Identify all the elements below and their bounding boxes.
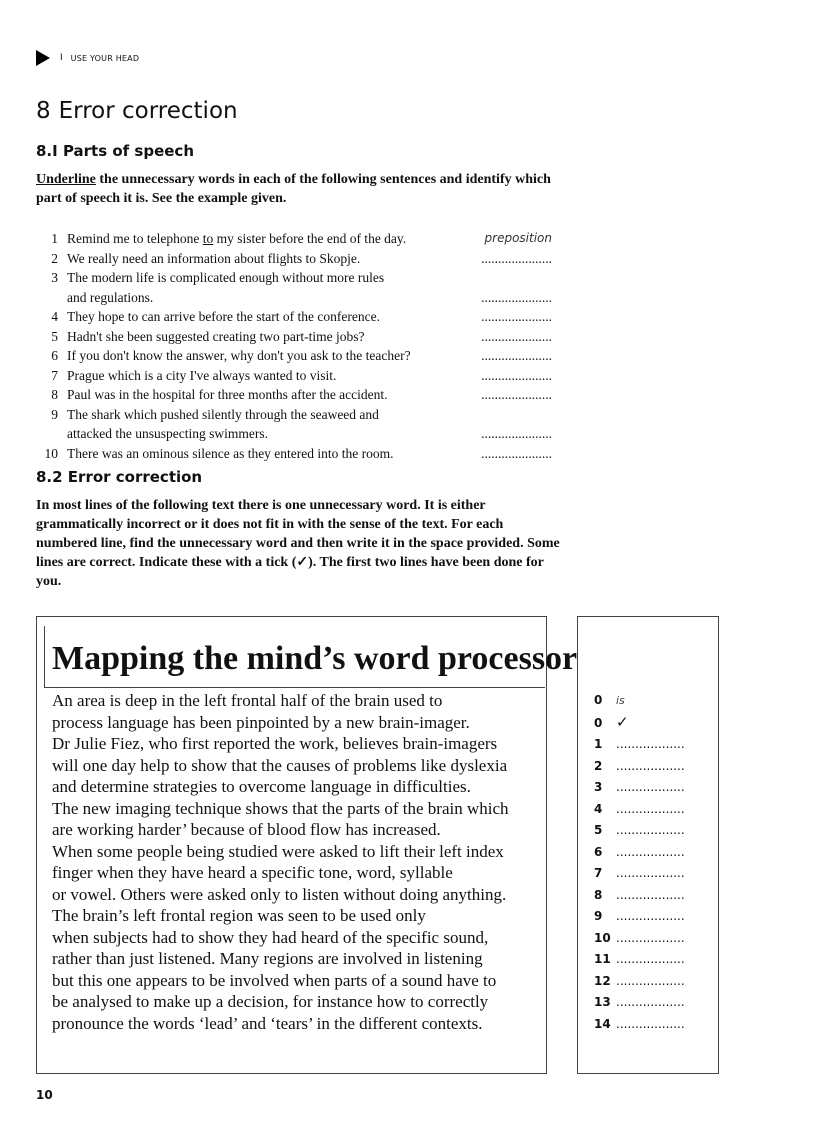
answer-blank: ..................... bbox=[481, 289, 552, 305]
item-number: 7 bbox=[51, 367, 58, 383]
answer-row bbox=[594, 820, 706, 842]
instruction-text: the unnecessary words in each of the following sentences and identify which part of speech it is. See the example given. bbox=[36, 172, 551, 206]
item-text: If you don't know the answer, why don't you ask to the teacher? bbox=[67, 348, 411, 363]
answer-row bbox=[594, 842, 706, 864]
answer-blank: .................. bbox=[616, 952, 685, 966]
item-text-after: my sister before the end of the day. bbox=[213, 231, 407, 246]
item-number: 10 bbox=[44, 445, 58, 461]
answer-blank: .................. bbox=[616, 887, 685, 902]
answer-blank: .................. bbox=[616, 844, 685, 859]
answer-number: 4 bbox=[594, 801, 603, 816]
item-number: 8 bbox=[51, 387, 58, 402]
play-arrow-icon bbox=[36, 50, 50, 66]
answer-row bbox=[594, 949, 706, 971]
answer-blank: .................. bbox=[616, 930, 685, 945]
part2-heading: 8.2 Error correction bbox=[36, 468, 203, 486]
answer-blank: ..................... bbox=[481, 367, 552, 383]
section-marker: I bbox=[60, 53, 63, 63]
text-line: when subjects had to show they had heard of the specific sound, bbox=[52, 927, 489, 947]
page-number: 10 bbox=[36, 1088, 53, 1102]
answer-row bbox=[594, 971, 706, 993]
exercise-item bbox=[36, 424, 552, 444]
chapter-title bbox=[36, 98, 238, 124]
item-number bbox=[36, 424, 58, 444]
answer-blank: .................. bbox=[616, 1016, 685, 1031]
answer-number: 9 bbox=[594, 909, 603, 923]
answer-value: is bbox=[616, 694, 625, 707]
exercise-item bbox=[36, 307, 552, 327]
text-line: and determine strategies to overcome language in difficulties. bbox=[52, 777, 471, 796]
text-line: or vowel. Others were asked only to listen without doing anything. bbox=[52, 884, 507, 904]
example-answer: preposition bbox=[484, 231, 552, 245]
part2-instruction: In most lines of the following text there is one unnecessary word. It is either grammatically incorrect or it does not fit in with the sense of the text. For each numbered line, find the unnecessary word and then write it in the space provided. Some lines are correct. Indicate these with a tick (✓). The first two lines have been done for you. bbox=[36, 498, 560, 589]
answer-row bbox=[594, 863, 706, 885]
title-divider bbox=[44, 687, 545, 688]
tick-icon: ✓ bbox=[616, 712, 629, 731]
chapter-number: 8 bbox=[36, 98, 51, 124]
text-line: An area is deep in the left frontal half of the brain used to bbox=[52, 691, 443, 710]
underlined-word: to bbox=[202, 231, 214, 246]
answer-blank: ..................... bbox=[481, 309, 552, 324]
answer-number: 14 bbox=[594, 1016, 611, 1031]
section-title: USE YOUR HEAD bbox=[70, 53, 140, 63]
answer-blank: .................. bbox=[616, 737, 685, 751]
item-text-before: Remind me to telephone bbox=[67, 231, 203, 246]
answer-blank: .................. bbox=[616, 973, 685, 988]
exercise-item bbox=[36, 288, 552, 308]
answer-row bbox=[594, 1014, 706, 1036]
answer-row bbox=[594, 712, 706, 735]
answer-number: 13 bbox=[594, 995, 611, 1009]
item-number: 5 bbox=[51, 328, 58, 344]
item-text bbox=[67, 229, 470, 249]
answer-number: 6 bbox=[594, 844, 603, 859]
part1-heading: 8.I Parts of speech bbox=[36, 142, 195, 160]
answer-number: 1 bbox=[594, 737, 603, 751]
item-number bbox=[36, 288, 58, 308]
item-text: Paul was in the hospital for three months after the accident. bbox=[67, 387, 388, 402]
answer-row bbox=[594, 690, 706, 712]
answer-number: 3 bbox=[594, 780, 603, 794]
title-divider-vertical bbox=[44, 626, 45, 687]
item-text: We really need an information about flights to Skopje. bbox=[67, 250, 361, 266]
text-line: pronounce the words ‘lead’ and ‘tears’ in the different contexts. bbox=[52, 1013, 483, 1033]
answer-blank: .................. bbox=[616, 823, 685, 837]
answer-row bbox=[594, 799, 706, 821]
item-text: Prague which is a city I've always wanted to visit. bbox=[67, 367, 337, 383]
answer-blank: ..................... bbox=[481, 445, 552, 461]
text-line: finger when they have heard a specific tone, word, syllable bbox=[52, 863, 453, 882]
running-header bbox=[36, 50, 139, 66]
text-line: Dr Julie Fiez, who first reported the work, believes brain-imagers bbox=[52, 734, 498, 753]
instruction-keyword: Underline bbox=[36, 172, 96, 187]
answer-blank: ..................... bbox=[481, 426, 552, 441]
item-number: 3 bbox=[51, 270, 58, 285]
chapter-name: Error correction bbox=[58, 98, 238, 124]
answer-blank: .................. bbox=[616, 995, 685, 1009]
answer-blank: .................. bbox=[616, 909, 685, 923]
answer-row bbox=[594, 992, 706, 1014]
answer-column bbox=[594, 690, 706, 1035]
answer-blank: .................. bbox=[616, 866, 685, 880]
answer-number: 5 bbox=[594, 823, 603, 837]
part1-instruction bbox=[36, 170, 556, 208]
answer-number: 7 bbox=[594, 866, 603, 880]
text-line: be analysed to make up a decision, for instance how to correctly bbox=[52, 992, 489, 1011]
answer-blank: .................. bbox=[616, 801, 685, 816]
item-number: 9 bbox=[51, 406, 58, 422]
answer-row bbox=[594, 885, 706, 907]
item-number: 6 bbox=[51, 348, 58, 363]
item-number: 4 bbox=[51, 309, 58, 324]
answer-number: 0 bbox=[594, 715, 603, 730]
item-text: They hope to can arrive before the start of the conference. bbox=[67, 309, 380, 324]
answer-row bbox=[594, 734, 706, 756]
exercise-item bbox=[36, 229, 552, 249]
answer-blank: .................. bbox=[616, 780, 685, 794]
item-text: There was an ominous silence as they entered into the room. bbox=[67, 445, 394, 461]
answer-number: 12 bbox=[594, 973, 611, 988]
item-number: 2 bbox=[51, 250, 58, 266]
item-text: attacked the unsuspecting swimmers. bbox=[67, 426, 268, 441]
exercise-item bbox=[36, 327, 552, 347]
text-line: rather than just listened. Many regions are involved in listening bbox=[52, 949, 483, 968]
text-line: are working harder’ because of blood flow has increased. bbox=[52, 820, 441, 839]
exercise-item bbox=[36, 268, 552, 288]
answer-row bbox=[594, 777, 706, 799]
answer-row bbox=[594, 906, 706, 928]
answer-blank: ..................... bbox=[481, 250, 552, 266]
answer-row bbox=[594, 756, 706, 778]
item-text: Hadn't she been suggested creating two part-time jobs? bbox=[67, 328, 365, 344]
answer-number: 10 bbox=[594, 930, 611, 945]
answer-number: 0 bbox=[594, 693, 603, 707]
exercise-item bbox=[36, 249, 552, 269]
text-title: Mapping the mind’s word processor bbox=[52, 640, 578, 677]
answer-blank: ..................... bbox=[481, 387, 552, 402]
answer-number: 8 bbox=[594, 887, 603, 902]
text-line: The new imaging technique shows that the parts of the brain which bbox=[52, 798, 509, 818]
text-lines bbox=[52, 690, 544, 1034]
answer-blank: ..................... bbox=[481, 348, 552, 363]
text-line: When some people being studied were asked to lift their left index bbox=[52, 841, 504, 861]
exercise-item bbox=[36, 366, 552, 386]
exercise-item bbox=[36, 385, 552, 405]
text-line: The brain’s left frontal region was seen to be used only bbox=[52, 906, 426, 925]
item-text: The modern life is complicated enough without more rules bbox=[67, 270, 385, 285]
answer-blank: ..................... bbox=[481, 328, 552, 344]
item-text: The shark which pushed silently through the seaweed and bbox=[67, 406, 379, 422]
item-text: and regulations. bbox=[67, 289, 154, 305]
exercise-item bbox=[36, 405, 552, 425]
answer-row bbox=[594, 928, 706, 950]
answer-number: 2 bbox=[594, 758, 603, 773]
text-line: will one day help to show that the causes of problems like dyslexia bbox=[52, 755, 508, 775]
answer-blank: .................. bbox=[616, 758, 685, 773]
text-line: process language has been pinpointed by a new brain-imager. bbox=[52, 712, 470, 732]
answer-number: 11 bbox=[594, 952, 611, 966]
text-line: but this one appears to be involved when parts of a sound have to bbox=[52, 970, 497, 990]
exercise-list bbox=[36, 229, 552, 463]
item-number: 1 bbox=[51, 231, 58, 246]
exercise-item bbox=[36, 346, 552, 366]
exercise-item bbox=[36, 444, 552, 464]
